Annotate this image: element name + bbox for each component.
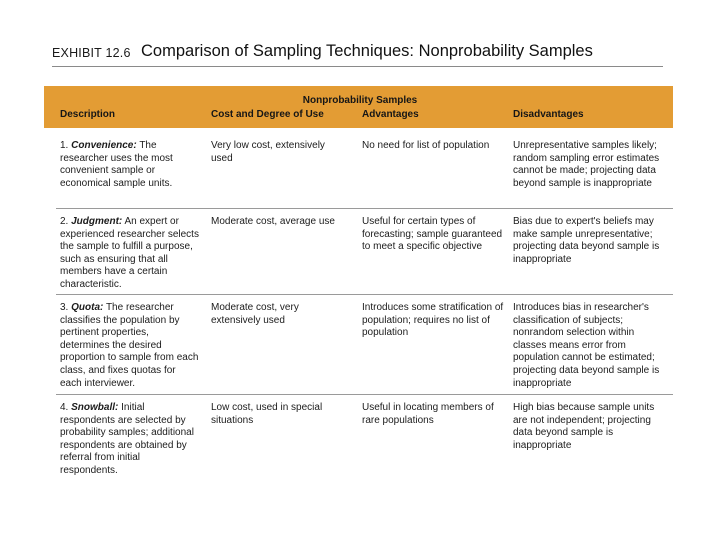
description-cell: [60, 402, 200, 478]
description-cell: [60, 302, 200, 390]
column-header-disadvantages: Disadvantages: [513, 109, 584, 120]
row-number: 2.: [60, 216, 69, 227]
column-header-cost: Cost and Degree of Use: [211, 109, 324, 120]
exhibit-header: [52, 42, 663, 67]
technique-name: Convenience:: [71, 140, 137, 151]
row-divider: [56, 294, 673, 295]
technique-description: Initial respondents are selected by probability samples; additional respondents are obtained by referral from initial respondents.: [60, 402, 194, 476]
column-header-description: Description: [60, 109, 116, 120]
row-divider: [56, 394, 673, 395]
disadvantages-cell: Unrepresentative samples likely; random sampling error estimates cannot be made; projecting data beyond sample is inappropriate: [513, 140, 660, 189]
cost-cell: Moderate cost, very extensively used: [211, 302, 299, 326]
advantages-cell: Useful for certain types of forecasting; sample guaranteed to meet a specific objective: [362, 216, 503, 253]
cost-cell: Very low cost, extensively used: [211, 140, 325, 164]
technique-name: Snowball:: [71, 402, 119, 413]
column-header-advantages: Advantages: [362, 109, 419, 120]
exhibit-label: EXHIBIT 12.6: [52, 46, 131, 60]
cost-cell: Low cost, used in special situations: [211, 402, 323, 426]
technique-description: The researcher uses the most convenient sample or economical sample units.: [60, 140, 173, 189]
technique-name: Judgment:: [71, 216, 123, 227]
technique-name: Quota:: [71, 302, 104, 313]
exhibit-title: Comparison of Sampling Techniques: Nonprobability Samples: [141, 42, 593, 60]
group-header: Nonprobability Samples: [302, 95, 418, 106]
row-number: 3.: [60, 302, 69, 313]
advantages-cell: Useful in locating members of rare populations: [362, 402, 494, 426]
row-number: 1.: [60, 140, 69, 151]
comparison-table: [44, 86, 673, 476]
disadvantages-cell: Bias due to expert's beliefs may make sample unrepresentative; projecting data beyond sample is inappropriate: [513, 216, 660, 265]
description-cell: [60, 140, 200, 190]
technique-description: The researcher classifies the population by pertinent properties, determines the desired proportion to sample from each class, and fixes quotas for each interviewer.: [60, 302, 199, 389]
disadvantages-cell: High bias because sample units are not independent; projecting data beyond sample is inappropriate: [513, 402, 655, 451]
advantages-cell: No need for list of population: [362, 140, 490, 151]
row-divider: [56, 208, 673, 209]
cost-cell: Moderate cost, average use: [211, 216, 335, 227]
row-number: 4.: [60, 402, 69, 413]
disadvantages-cell: Introduces bias in researcher's classification of subjects; nonrandom selection within classes means error from population cannot be estimated; projecting data beyond sample is inappropriate: [513, 302, 660, 389]
description-cell: [60, 216, 200, 292]
table-header: [44, 86, 673, 128]
technique-description: An expert or experienced researcher selects the sample to fulfill a purpose, such as ensuring that all members have a certain characteristic.: [60, 216, 199, 290]
advantages-cell: Introduces some stratification of population; requires no list of population: [362, 302, 504, 339]
